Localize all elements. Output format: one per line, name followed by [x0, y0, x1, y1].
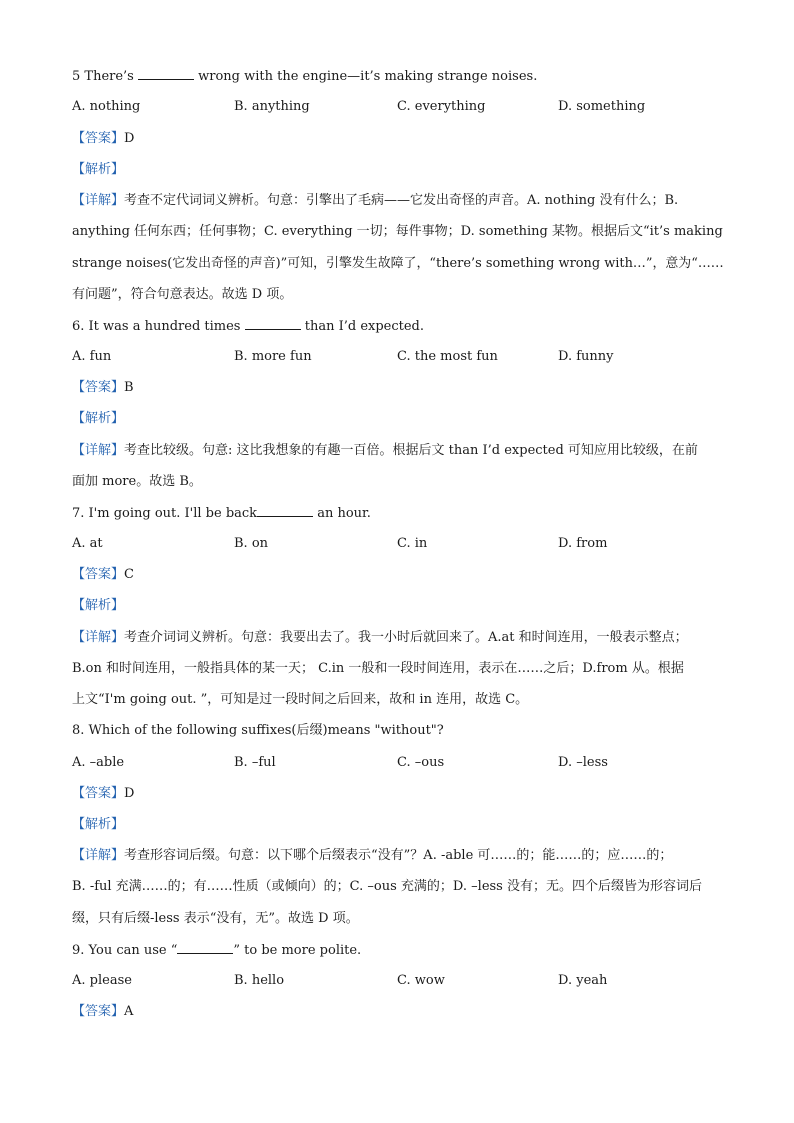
answer-value: A	[124, 1004, 134, 1019]
question-6-analysis-tag: 【解析】	[72, 411, 125, 426]
option-d: D. –less	[558, 755, 608, 770]
question-5-analysis-tag: 【解析】	[72, 162, 125, 177]
question-7-detail-line: B.on 和时间连用，一般指具体的某一天； C.in 一般和一段时间连用，表示在……之后；D.from 从。根据	[72, 661, 684, 676]
question-5-detail-line: 【详解】考查不定代词词义辨析。句意：引擎出了毛病——它发出奇怪的声音。A. nothing 没有什么；B.	[72, 193, 679, 208]
question-9-stem: 9. You can use “ ” to be more polite.	[72, 943, 362, 958]
question-6-stem: 6. It was a hundred times than I’d expected.	[72, 319, 425, 334]
option-c: C. everything	[397, 99, 486, 114]
option-a: A. fun	[72, 349, 112, 364]
option-b: B. hello	[234, 973, 285, 988]
answer-blank	[177, 941, 233, 954]
question-7-stem: 7. I'm going out. I'll be back an hour.	[72, 506, 371, 521]
option-a: A. nothing	[72, 99, 141, 114]
question-5-answer	[72, 130, 134, 148]
question-5-detail-line: 有问题”，符合句意表达。故选 D 项。	[72, 287, 293, 302]
option-b: B. anything	[234, 99, 310, 114]
question-9-options	[72, 972, 724, 990]
question-8-answer	[72, 785, 134, 803]
question-5-options	[72, 98, 724, 116]
option-b: B. on	[234, 536, 269, 551]
answer-blank	[138, 67, 194, 80]
question-8-stem: 8. Which of the following suffixes(后缀)means "without"?	[72, 723, 444, 738]
answer-blank	[245, 317, 301, 330]
option-c: C. in	[397, 536, 428, 551]
answer-tag: 【答案】	[72, 786, 125, 801]
question-8-detail-line: 【详解】考查形容词后缀。句意：以下哪个后缀表示“没有”？A. -able 可……的；能……的；应……的；	[72, 848, 673, 863]
question-7-detail-line: 【详解】考查介词词义辨析。句意：我要出去了。我一小时后就回来了。A.at 和时间连用，一般表示整点；	[72, 630, 688, 645]
question-7-detail-line: 上文“I'm going out. ”，可知是过一段时间之后回来，故和 in 连用，故选 C。	[72, 692, 529, 707]
question-8-detail-line: B. -ful 充满……的；有……性质（或倾向）的；C. –ous 充满的；D. –less 没有；无。四个后缀皆为形容词后	[72, 879, 702, 894]
question-6-answer	[72, 379, 134, 397]
question-7-answer	[72, 566, 134, 584]
question-8-analysis-tag: 【解析】	[72, 817, 125, 832]
option-d: D. something	[558, 99, 646, 114]
option-a: A. please	[72, 973, 132, 988]
detail-tag: 【详解】	[72, 848, 125, 863]
question-5-detail-line: anything 任何东西；任何事物；C. everything 一切；每件事物；D. something 某物。根据后文“it’s making	[72, 224, 723, 239]
option-c: C. –ous	[397, 755, 445, 770]
detail-tag: 【详解】	[72, 443, 125, 458]
question-7-options	[72, 535, 724, 553]
question-9-answer	[72, 1003, 133, 1021]
answer-blank	[257, 504, 313, 517]
answer-value: D	[124, 131, 135, 146]
detail-tag: 【详解】	[72, 630, 125, 645]
question-6-options	[72, 348, 724, 366]
answer-tag: 【答案】	[72, 567, 125, 582]
answer-value: B	[124, 380, 134, 395]
question-7-analysis-tag: 【解析】	[72, 598, 125, 613]
detail-tag: 【详解】	[72, 193, 125, 208]
option-c: C. wow	[397, 973, 445, 988]
question-6-detail-line: 【详解】考查比较级。句意: 这比我想象的有趣一百倍。根据后文 than I’d expected 可知应用比较级，在前	[72, 443, 698, 458]
answer-tag: 【答案】	[72, 1004, 125, 1019]
answer-tag: 【答案】	[72, 131, 125, 146]
option-b: B. –ful	[234, 755, 276, 770]
option-d: D. from	[558, 536, 608, 551]
option-c: C. the most fun	[397, 349, 498, 364]
answer-value: C	[124, 567, 134, 582]
option-d: D. funny	[558, 349, 614, 364]
question-5-detail-line: strange noises(它发出奇怪的声音)”可知，引擎发生故障了，“there’s something wrong with…”，意为“……	[72, 256, 724, 271]
answer-value: D	[124, 786, 135, 801]
question-6-detail-line: 面加 more。故选 B。	[72, 474, 202, 489]
answer-tag: 【答案】	[72, 380, 125, 395]
option-d: D. yeah	[558, 973, 608, 988]
question-8-options	[72, 754, 724, 772]
option-a: A. –able	[72, 755, 125, 770]
question-5-stem: 5 There’s wrong with the engine—it’s making strange noises.	[72, 69, 538, 84]
question-8-detail-line: 缀，只有后缀-less 表示“没有，无”。故选 D 项。	[72, 911, 359, 926]
option-a: A. at	[72, 536, 103, 551]
option-b: B. more fun	[234, 349, 312, 364]
